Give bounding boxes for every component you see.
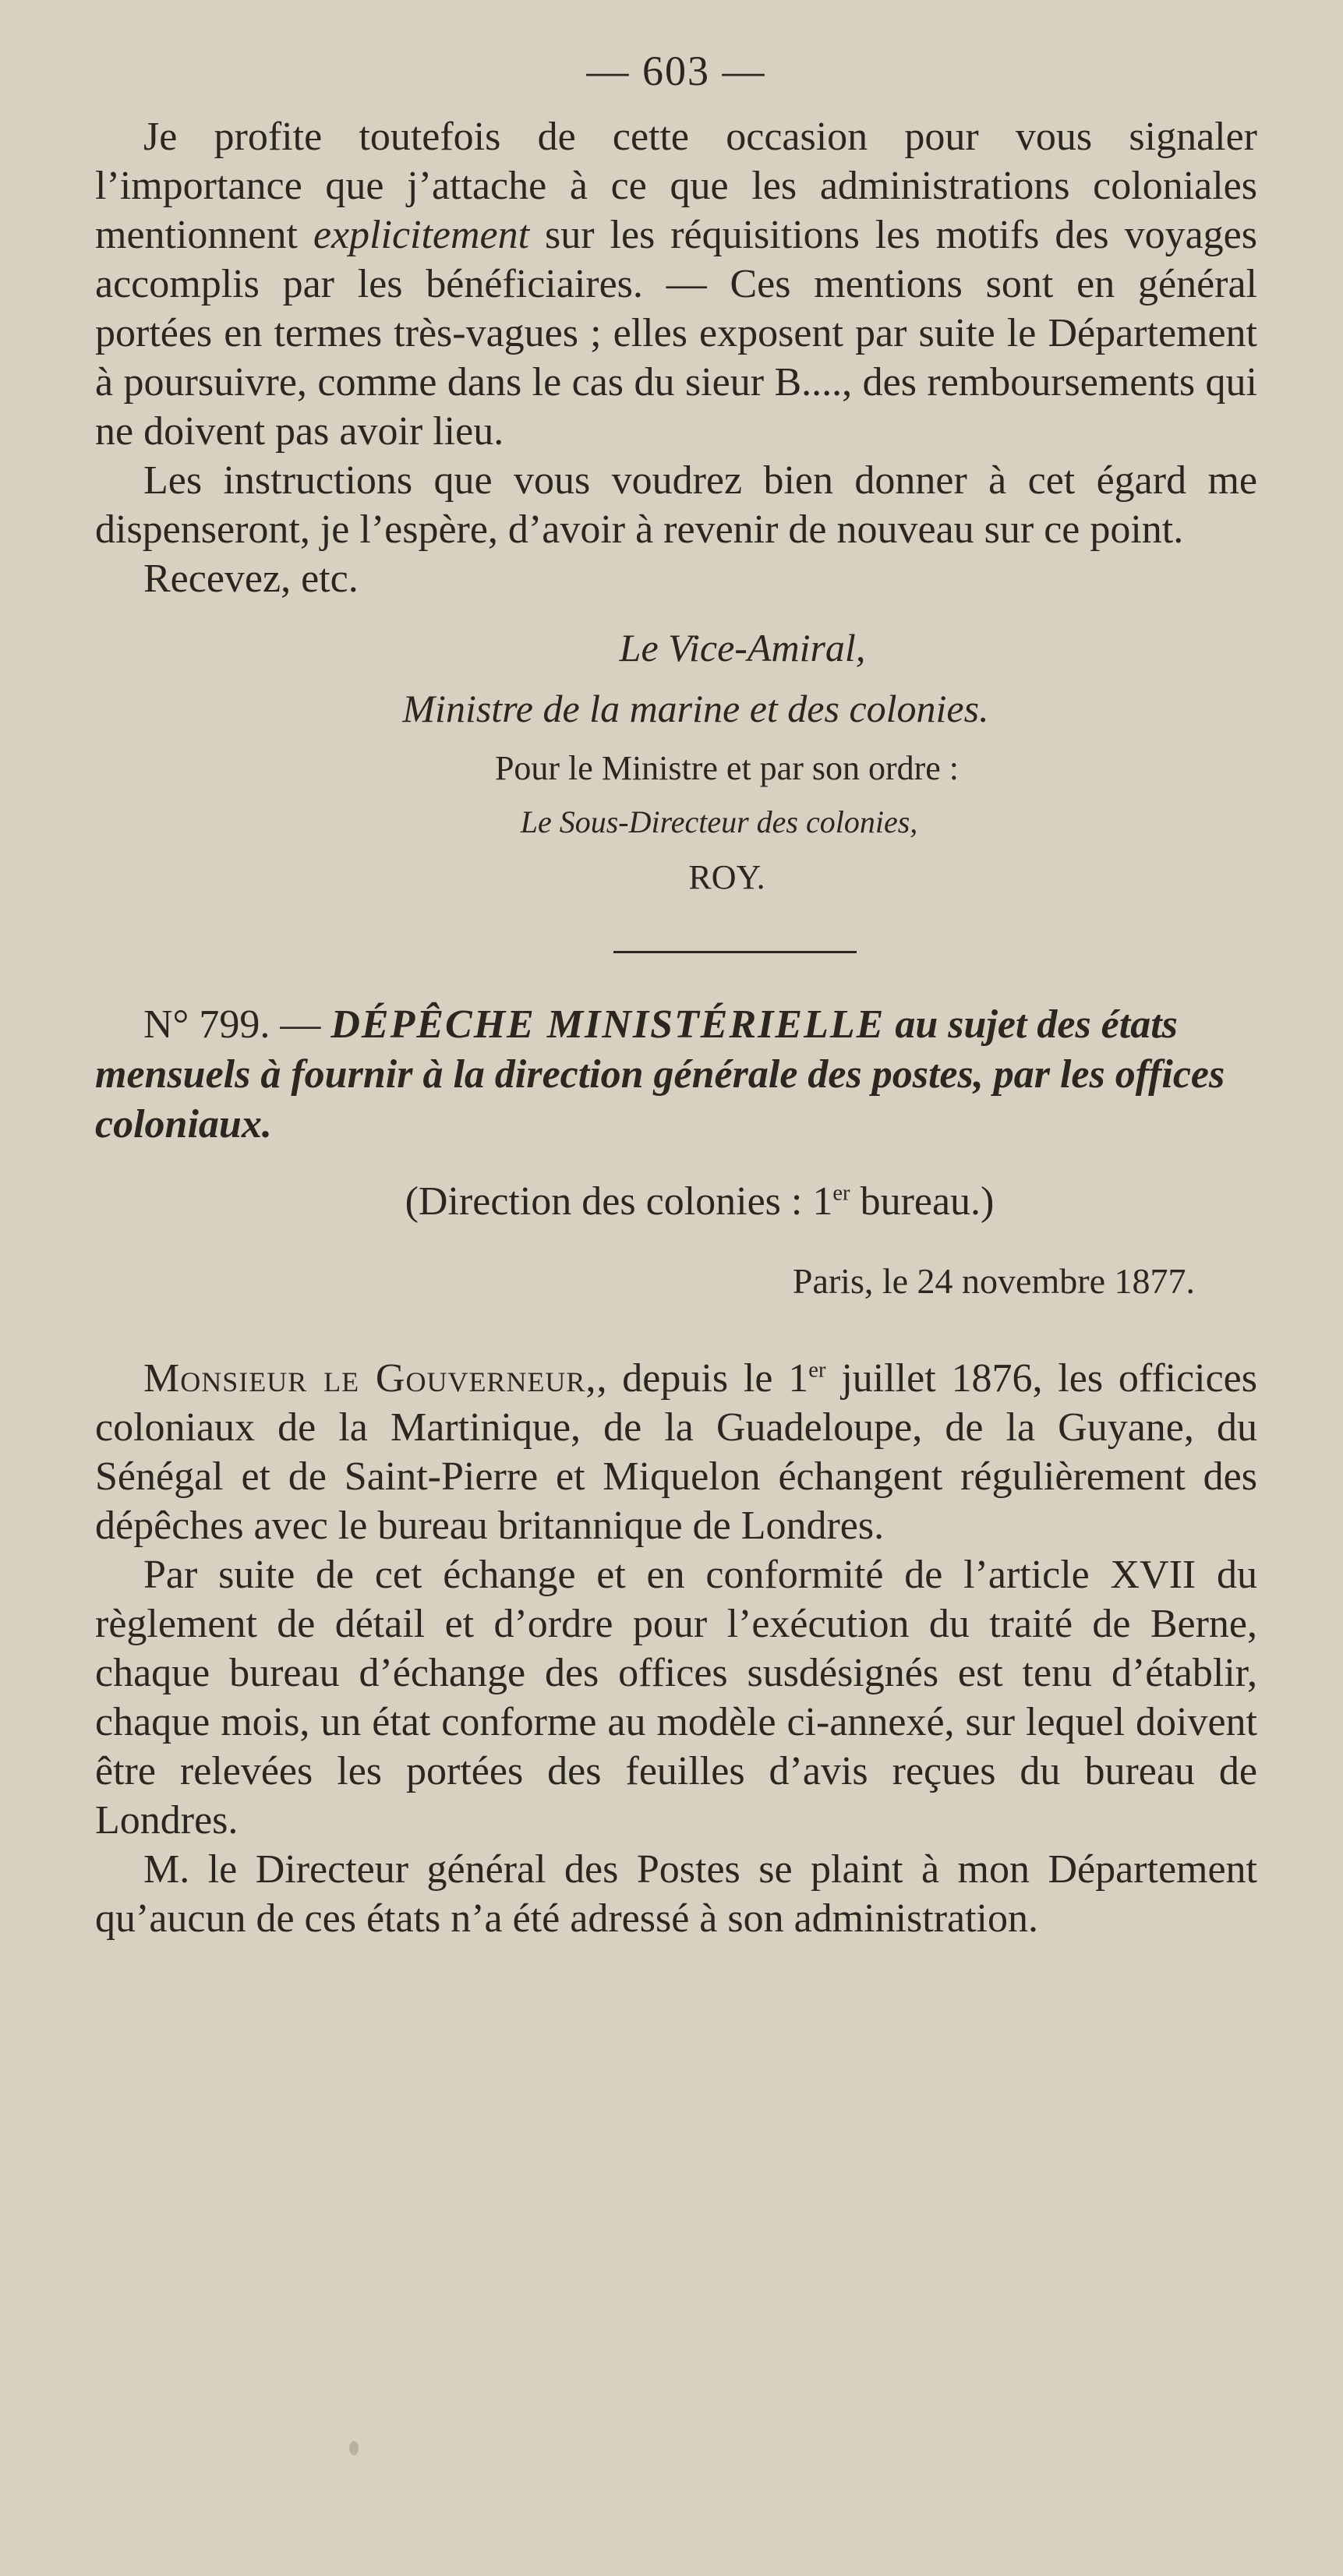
body-paragraph-1-b: juillet 1876, les officices coloniaux de la Martinique, de la Guadeloupe, de la Guyane, du Sénégal et de Saint-Pierre et Miquelon échangent régulièrement des dépêches avec le bureau britannique de Londres.: [95, 1356, 1257, 1548]
body-paragraph-1-superscript: er: [808, 1358, 826, 1383]
direction-line: [95, 1176, 1257, 1228]
body-paragraph-2: Par suite de cet échange et en conformité de l’article XVII du règlement de détail et d’ordre pour l’exécution du traité de Berne, chaque bureau d’échange des offices susdésignés est tenu d’établir, chaque mois, un état conforme au modèle ci-annexé, sur lequel doivent être relevées les portées des feuilles d’avis reçues du bureau de Londres.: [95, 1553, 1257, 1843]
document-title-rest: au sujet des états mensuels à fournir à la direction générale des postes, par les offices coloniaux.: [95, 1002, 1225, 1147]
signature-subdirector: Le Sous-Directeur des colonies,: [520, 804, 918, 839]
body-paragraph-3: M. le Directeur général des Postes se plaint à mon Département qu’aucun de ces états n’a été adressé à son administration.: [95, 1847, 1257, 1941]
dateline: Paris, le 24 novembre 1877.: [792, 1261, 1195, 1301]
salutation: Monsieur le Gouverneur,: [143, 1356, 597, 1401]
emphasis-explicitement: explicitement: [313, 213, 530, 257]
letter-paragraph-2: Les instructions que vous voudrez bien donner à cet égard me dispenseront, je l’espère, d’avoir à revenir de nouveau sur ce point.: [95, 458, 1257, 552]
direction-suffix: bureau.): [850, 1179, 995, 1224]
signature-title: Le Vice-Amiral,: [619, 626, 866, 670]
page-number: — 603 —: [586, 48, 766, 94]
body-paragraph-1: [95, 1354, 1257, 1550]
signature-role: Ministre de la marine et des colonies.: [402, 687, 989, 730]
signature-order: Pour le Ministre et par son ordre :: [494, 749, 960, 787]
letter-paragraph-1: [95, 112, 1257, 456]
letter-paragraph-1-end: sur les réquisitions les motifs des voyages accomplis par les bénéficiaires. — Ces mentions sont en général portées en termes très-vagues ; elles exposent par suite le Département à poursuivre, comme dans le cas du sieur B...., des remboursements qui ne doivent pas avoir lieu.: [95, 213, 1257, 454]
signature-name: ROY.: [688, 858, 765, 896]
paper-speck: [349, 2441, 359, 2455]
direction-superscript: er: [832, 1181, 850, 1206]
body-paragraph-1-a: , depuis le 1: [596, 1356, 809, 1401]
direction-prefix: (Direction des colonies : 1: [405, 1179, 833, 1224]
section-divider: [613, 951, 857, 953]
letter-closing: Recevez, etc.: [143, 557, 359, 601]
letter-paragraph-1-start: Je profite toutefois de cette occasion pour vous signaler l’importance que j’attache à ce que les administrations coloniales mentionnent: [95, 115, 1257, 257]
document-title-caps: DÉPÊCHE MINISTÉRIELLE: [330, 1002, 885, 1047]
document-heading: [95, 1000, 1257, 1150]
document-number: N° 799. —: [143, 1002, 321, 1047]
